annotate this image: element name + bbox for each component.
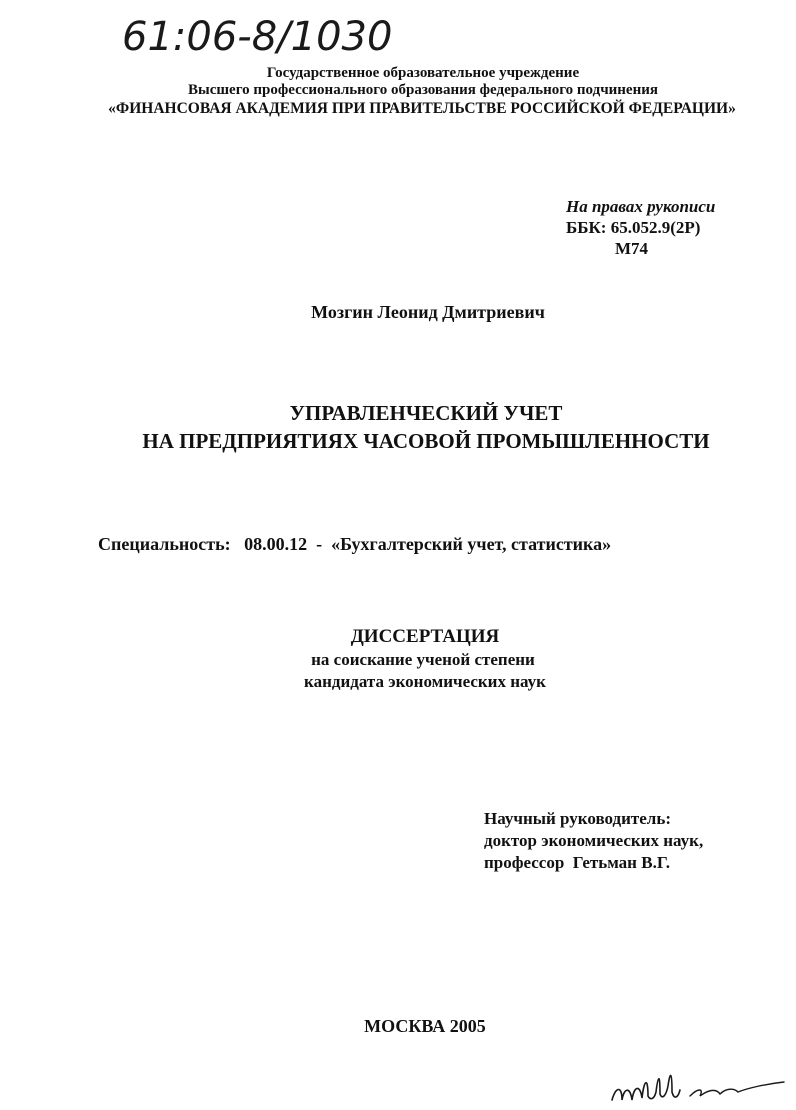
supervisor-degree: доктор экономических наук, — [484, 831, 704, 850]
specialty-code: 08.00.12 — [244, 534, 308, 554]
specialty-line — [98, 534, 611, 555]
handwritten-catalog-code — [120, 8, 400, 62]
specialty-name: «Бухгалтерский учет, статистика» — [331, 534, 612, 554]
dissertation-heading: ДИССЕРТАЦИЯ — [350, 626, 500, 647]
supervisor-name: профессор Гетьман В.Г. — [484, 853, 670, 872]
signature-scribble — [608, 1066, 788, 1110]
dissertation-degree-line-2: кандидата экономических наук — [304, 672, 546, 691]
dissertation-degree-line-1: на соискание ученой степени — [311, 650, 535, 669]
manuscript-rights: На правах рукописи — [566, 197, 716, 216]
title-line-1: УПРАВЛЕНЧЕСКИЙ УЧЕТ — [289, 401, 563, 425]
specialty-label: Специальность: — [98, 534, 231, 554]
handwritten-code-text: 61:06-8/1030 — [122, 14, 393, 60]
bbk-code: ББК: 65.052.9(2Р) — [566, 218, 701, 237]
institution-line-3: «ФИНАНСОВАЯ АКАДЕМИЯ ПРИ ПРАВИТЕЛЬСТВЕ РОССИЙСКОЙ ФЕДЕРАЦИИ» — [108, 100, 736, 117]
author-name: Мозгин Леонид Дмитриевич — [311, 302, 545, 322]
supervisor-label: Научный руководитель: — [484, 809, 671, 828]
specialty-separator: - — [316, 534, 323, 554]
city-year: МОСКВА 2005 — [364, 1016, 486, 1036]
author-mark: М74 — [615, 239, 649, 258]
institution-line-2: Высшего профессионального образования федерального подчинения — [188, 82, 658, 98]
institution-line-1: Государственное образовательное учреждение — [266, 65, 580, 81]
title-line-2: НА ПРЕДПРИЯТИЯХ ЧАСОВОЙ ПРОМЫШЛЕННОСТИ — [142, 429, 710, 453]
